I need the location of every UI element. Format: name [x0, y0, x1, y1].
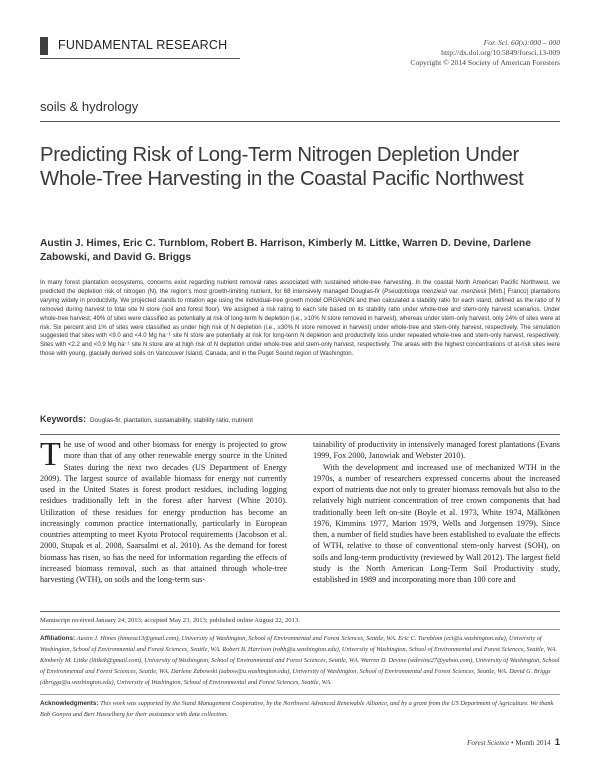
affiliations-text: Austin J. Himes (himesa13@gmail.com), University of Washington, School of Environmental and Forest Sciences, Seattle, WA. Eric C. Turnblom (ect@u.washington.edu), University of Washington, School of Environmental and Forest Sciences, Seattle, WA. Robert B. Harrison (robh@u.washington.edu), University of Washington, School of Environmental and Forest Sciences, Seattle, WA. Kimberly M. Littke (littkek@gmail.com), University of Washington, School of Environmental and Forest Sciences, Seattle, WA. Warren D. Devine (wdevine27@yahoo.com), University of Washington, School of Environmental and Forest Sciences, Seattle, WA. Darlene Zabowski (zabow@u.washington.edu), University of Washington, School of Environmental and Forest Sciences, Seattle, WA. David G. Briggs (dbriggs@u.washington.edu), University of Washington, School of Environmental and Forest Sciences, Seattle, WA.: [40, 635, 560, 686]
body-right-paragraph-1: tainability of productivity in intensively managed forest plantations (Evans 1999, Fox 2000, Janowiak and Webster 2010).: [313, 440, 560, 461]
footnote-rule: [40, 611, 560, 612]
header-rule: [40, 58, 240, 59]
copyright: Copyright © 2014 Society of American Foresters: [410, 58, 560, 67]
keywords-terms: Douglas-fir, plantation, sustainability, stability ratio, nutrient: [90, 417, 253, 424]
abstract-variety: menziesii: [461, 288, 487, 295]
abstract-part-1: In many forest plantation ecosystems, concerns exist regarding nutrient removal rates associated with sustained whole-tree harvesting. In the coastal North American Pacific Northwest, we predicted the depletion risk of nitrogen (N), the region's most growth-limiting nutrient, for 68 intensively managed Douglas-fir (: [40, 280, 560, 295]
acknowledgments: [40, 699, 560, 721]
keywords: [40, 414, 560, 424]
citation-block: [410, 38, 560, 68]
keywords-label: Keywords:: [40, 414, 87, 424]
abstract-part-3: [Mirb.] Franco) plantations varying widely in productivity. We projected stands to rotation age using the individual-tree growth model ORGANON and then calculated a stability ratio for each stand, defined as the ratio of N removed during harvest to total site N store (soil and forest floor). We assigned a risk rating to each site based on its stability ratio under whole-tree and stem-only harvest scenarios. Under whole-tree harvest, 49% of sites were classified as potentially at risk of long-term N depletion (i.e., ≥10% N store removed in harvest), whereas under stem-only harvest, only 24% of sites were at risk. Six percent and 1% of sites were classified as under high risk of N depletion (i.e., ≥30% N store removed in harvest) under whole-tree and stem-only harvest, respectively. The simulation suggested that sites with <9.0 and <4.0 Mg ha⁻¹ site N store are potentially at risk for long-term N depletion and productivity loss under repeated whole-tree and stem-only harvest, respectively. Sites with <2.2 and <0.9 Mg ha⁻¹ site N store are at high risk of N depletion under whole-tree and stem-only harvest, respectively. The areas with the highest concentrations of at-risk sites were those with young, glacially derived soils on Vancouver Island, Canada, and in the Puget Sound region of Washington.: [40, 288, 561, 358]
drop-cap: T: [40, 436, 61, 473]
body-right-paragraph-2: With the development and increased use of mechanized WTH in the 1970s, a number of researchers expressed concerns about the increased export of nutrients due not only to greater biomass removals but also to the relatively high nutrient concentration of tree crown components that had traditionally been left on-site (Boyle et al. 1973, White 1974, Mälkönen 1976, Kimmins 1977, Marion 1979, Wells and Jorgensen 1979). Since then, a number of field studies have been established to evaluate the effects of WTH, relative to those of conventional stem-only harvest (SOH), on soils and long-term productivity (reviewed by Wall 2012). The largest field study is the North American Long-Term Soil Productivity study, established in 1989 and incorporating more than 100 core and: [313, 462, 560, 585]
footnote-rule-2: [40, 629, 560, 630]
keywords-rule: [40, 434, 560, 435]
abstract: [40, 279, 560, 359]
article-type-label: FUNDAMENTAL RESEARCH: [58, 38, 228, 52]
affiliations-label: Affiliations:: [40, 635, 76, 642]
article-title: Predicting Risk of Long-Term Nitrogen Depletion Under Whole-Tree Harvesting in the Coastal Pacific Northwest: [40, 144, 524, 190]
affiliations: [40, 634, 560, 689]
footer-date: • Month 2014: [511, 739, 551, 747]
section-rule: [40, 121, 560, 122]
acknowledgments-text: This work was supported by the Stand Management Cooperative, by the Northwest Advanced Renewable Alliance, and by a grant from the US Department of Agriculture. We thank Bob Gonyea and Bert Hasselberg for their assistance with data collection.: [40, 700, 554, 718]
body-left-text: he use of wood and other biomass for energy is projected to grow more than that of any other renewable energy source in the United States during the next two decades (US Department of Energy 2009). The largest source of available biomass for energy not currently used in the United States is forest product residues, including logging residues traditionally left in the forest after harvest (White 2010). Utilization of these residues for energy production has become an increasingly common practice internationally, particularly in European countries attempting to meet Kyoto Protocol requirements (Jacobson et al. 2000, Stupak et al. 2008, Saarsalmi et al. 2010). As the demand for forest biomass has risen, so has the need for information regarding the effects of increased biomass removal, such as that attained through whole-tree harvesting (WTH), on soils and the long-term sus-: [40, 440, 287, 585]
footnote-rule-3: [40, 694, 560, 695]
manuscript-dates: Manuscript received January 24, 2013; accepted May 23, 2013; published online August 22, 2013.: [40, 617, 300, 624]
author-list: Austin J. Himes, Eric C. Turnblom, Robert B. Harrison, Kimberly M. Littke, Warren D. Devine, Darlene Zabowski, and David G. Briggs: [40, 238, 531, 263]
section-heading: soils & hydrology: [40, 99, 139, 114]
journal-reference: For. Sci. 60(x):000 – 000: [483, 38, 560, 47]
footer-journal: Forest Science: [467, 739, 510, 747]
page-footer: [467, 737, 560, 748]
page-number: 1: [554, 737, 560, 748]
doi-link[interactable]: http://dx.doi.org/10.5849/forsci.13-009: [441, 48, 560, 57]
body-column-right: [313, 439, 560, 585]
body-column-left: [40, 436, 287, 585]
abstract-part-2: var.: [446, 288, 462, 295]
acknowledgments-label: Acknowledgments:: [40, 700, 99, 707]
abstract-species: Pseudotsuga menziesii: [384, 288, 447, 295]
header-bar: [40, 37, 48, 55]
